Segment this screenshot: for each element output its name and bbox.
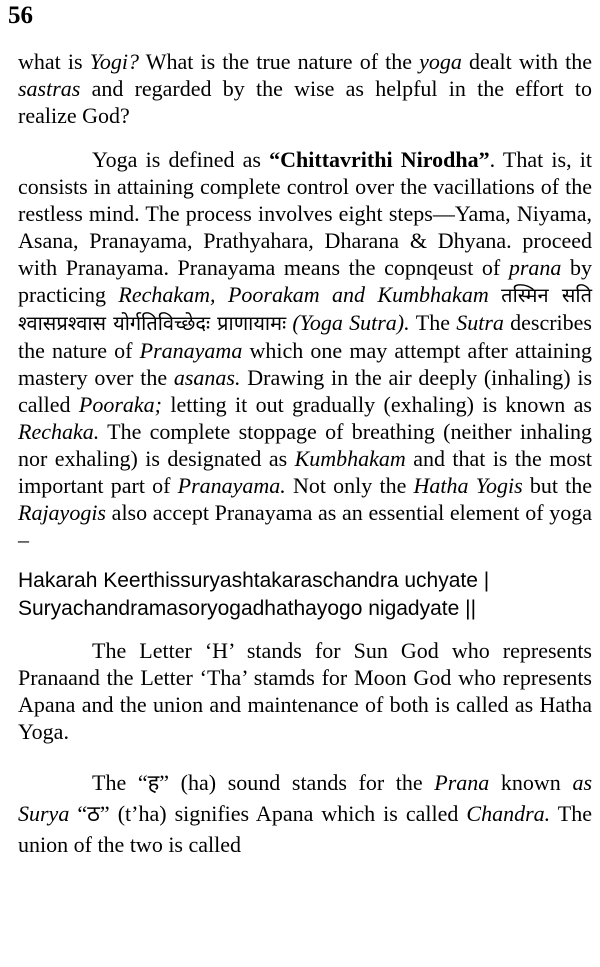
text: but the (522, 473, 592, 498)
italic-term: sastras (18, 76, 81, 101)
text: “ठ” (t’ha) signifies Apana which is called (69, 801, 467, 826)
verse-line: Suryachandramasoryogadhathayogo nigadyate || (18, 597, 477, 620)
bold-term: “Chittavrithi Nirodha” (269, 147, 490, 172)
italic-term: Rechakam, Poorakam and Kumbhakam (118, 282, 489, 307)
italic-term: Hatha Yogis (413, 473, 523, 498)
text: The union of the two is called (18, 801, 592, 857)
italic-term: Rajayogis (18, 500, 106, 525)
page-number: 56 (8, 2, 33, 29)
text: The complete stoppage of breathing (neither inhaling nor exhaling) is designated as (18, 419, 592, 471)
text: Drawing in the air deeply (inhaling) is called (18, 365, 593, 417)
italic-term: Pranayama. (177, 473, 286, 498)
italic-term: Kumbhakam (294, 446, 406, 471)
italic-term: Yogi? (89, 49, 140, 74)
text: letting it out gradually (exhaling) is known as (162, 392, 592, 417)
text: which one may attempt after attaining mastery over the (18, 338, 592, 390)
text: . (489, 147, 496, 172)
sanskrit-text: तस्मिन सति श्वासप्रश्वास योर्गतिविच्छेदः प्राणायामः (18, 283, 592, 335)
page-body (18, 48, 592, 860)
italic-term: Pranayama (139, 338, 243, 363)
text (489, 282, 501, 307)
paragraph-2 (18, 146, 592, 553)
paragraph-3: The Letter ‘H’ stands for Sun God who represents Pranaand the Letter ‘Tha’ stamds for Moon God who represents Apana and the union and maintenance of both is called as Hatha Yoga. (18, 638, 592, 744)
italic-term: Sutra (456, 310, 504, 335)
text: also accept Pranayama as an essential element of yoga – (18, 500, 592, 552)
italic-term: Rechaka. (18, 419, 100, 444)
text: helpful in the effort to realize God? (18, 76, 593, 128)
paragraph-4 (18, 767, 592, 860)
italic-term: (Yoga Sutra). (292, 310, 410, 335)
italic-term: as Surya (18, 770, 592, 826)
verse-line: Hakarah Keerthissuryashtakaraschandra uchyate | (18, 569, 490, 592)
text: What is the true nature of the (139, 49, 420, 74)
text: dealt with the (469, 49, 593, 74)
text: Yoga is defined as (92, 147, 270, 172)
paragraph-1 (18, 48, 592, 129)
text: describes the nature of (18, 310, 592, 363)
text: The “ह” (ha) sound stands for the (92, 770, 435, 795)
text: and that is the most important part of (18, 446, 592, 498)
text: what is (18, 49, 90, 74)
italic-term: yoga (419, 49, 462, 74)
text: Not only the (285, 473, 414, 498)
text: That is, it consists in attaining complete control over the vacillations of the restless mind. The process involves eight steps—Yama, Niyama, Asana, Pranayama, Prathyahara, Dharana & Dhyana. proceed with Pranayama. Pranayama means the copnqeust of (18, 147, 593, 280)
italic-term: asanas. (173, 365, 241, 390)
italic-term: prana (508, 255, 562, 280)
text: and regarded by the wise as (80, 76, 364, 101)
italic-term: Chandra. (466, 801, 551, 826)
italic-term: Prana (434, 770, 490, 795)
text: The (409, 310, 457, 335)
text: known (489, 770, 573, 795)
text: by practicing (18, 255, 592, 307)
italic-term: Pooraka; (78, 392, 162, 417)
verse (18, 567, 592, 623)
